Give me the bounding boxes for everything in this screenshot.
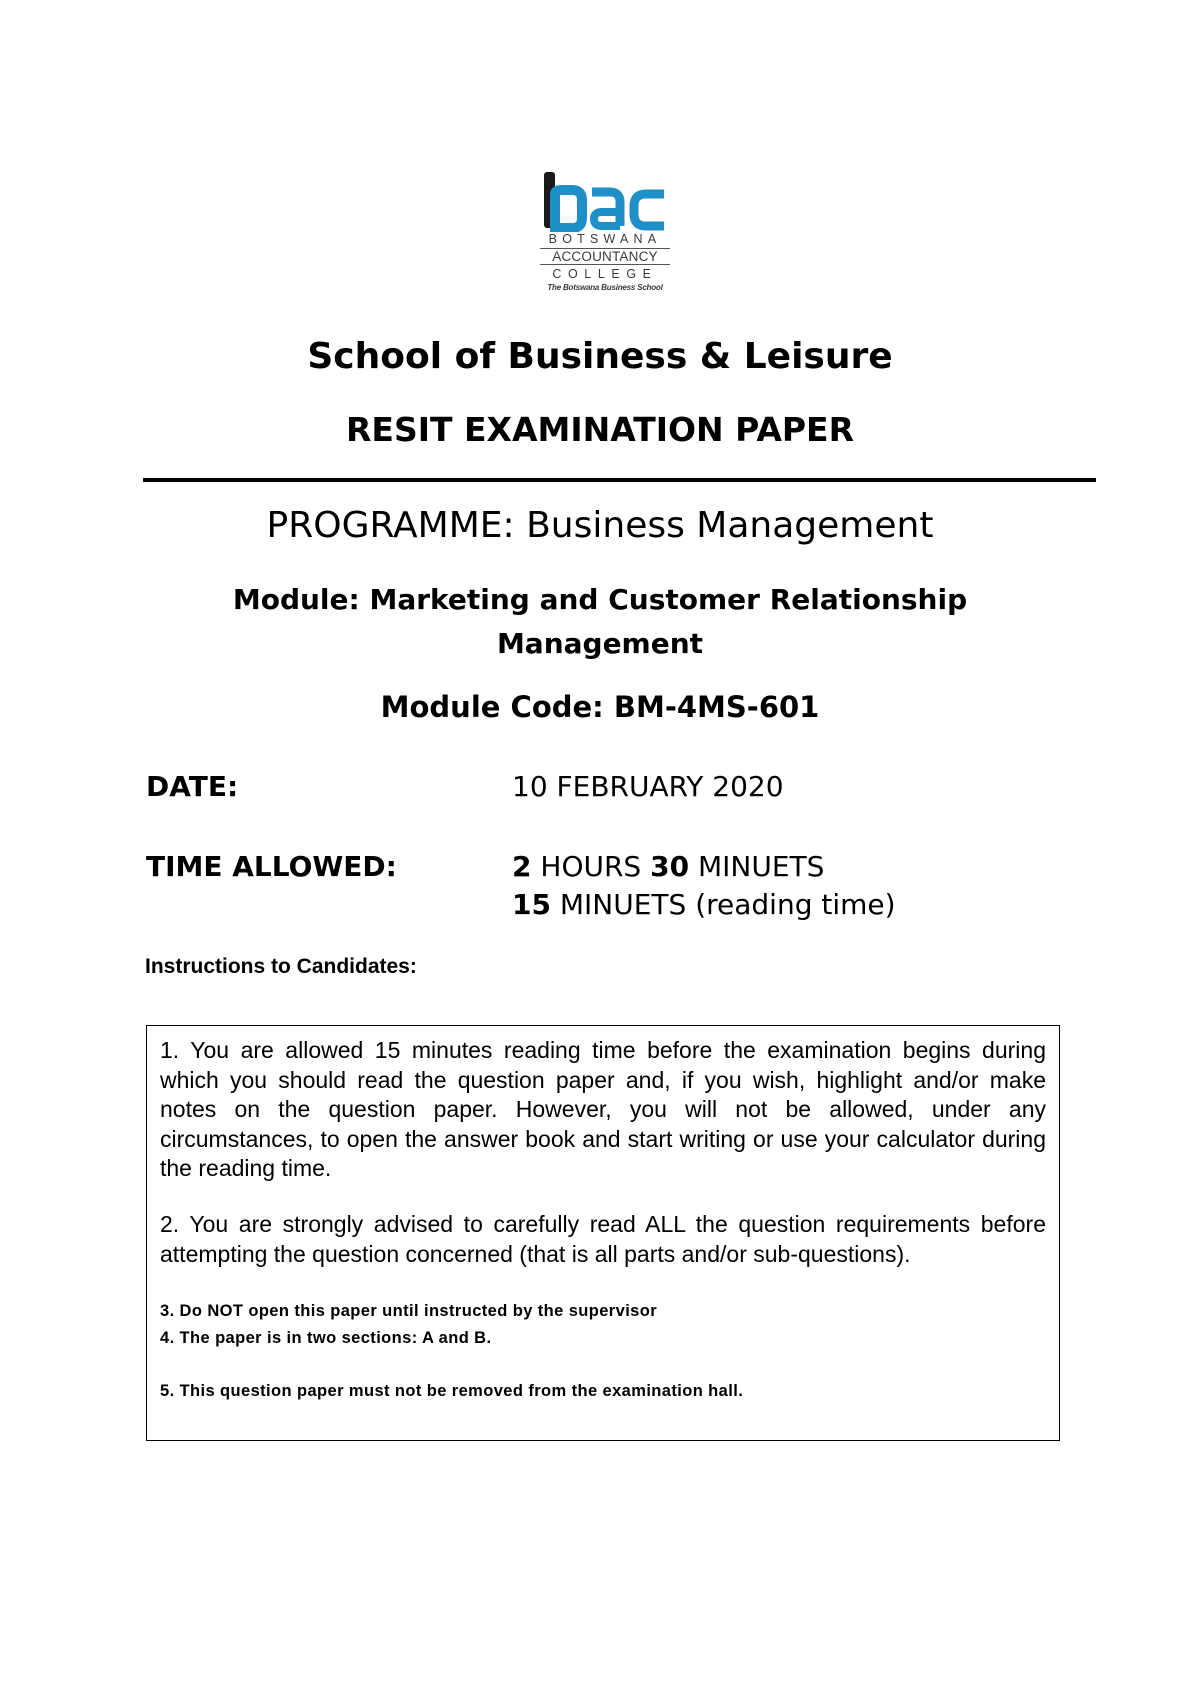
time-minutes-unit: MINUETS [689, 850, 825, 883]
logo-line-accountancy: ACCOUNTANCY [540, 248, 670, 265]
instruction-item: 5. This question paper must not be removed from the examination hall. [160, 1382, 744, 1400]
instruction-item: 3. Do NOT open this paper until instructed by the supervisor [160, 1302, 658, 1320]
instruction-item: 4. The paper is in two sections: A and B. [160, 1329, 492, 1347]
logo-line-college: COLLEGE [552, 267, 658, 281]
reading-unit: MINUETS (reading time) [550, 888, 896, 921]
time-minutes: 30 [650, 850, 690, 883]
reading-minutes: 15 [512, 888, 551, 921]
header-divider [143, 478, 1096, 482]
date-value: 10 FEBRUARY 2020 [512, 770, 784, 803]
time-hours: 2 [512, 850, 532, 883]
time-allowed-label: TIME ALLOWED: [146, 850, 397, 883]
programme-title: PROGRAMME: Business Management [266, 505, 934, 546]
module-title [140, 578, 1060, 666]
module-title-line2: Management [496, 627, 704, 660]
school-title: School of Business & Leisure [307, 336, 893, 377]
college-logo [540, 170, 670, 295]
time-allowed-value [512, 850, 824, 883]
module-code: Module Code: BM-4MS-601 [380, 690, 820, 724]
time-hours-unit: HOURS [531, 850, 651, 883]
logo-line-botswana: BOTSWANA [548, 232, 662, 246]
instructions-title: Instructions to Candidates: [145, 955, 417, 978]
bac-logo-icon [540, 170, 670, 232]
instruction-item: 1. You are allowed 15 minutes reading time before the examination begins during which you should read the question paper and, if you wish, highlight and/or make notes on the question paper. However, you will not be allowed, under any circumstances, to open the answer book and start writing or use your calculator during the reading time. [160, 1037, 1046, 1181]
logo-tagline: The Botswana Business School [547, 283, 663, 292]
reading-time-value [512, 888, 896, 921]
module-title-line1: Module: Marketing and Customer Relationship [232, 583, 968, 616]
instruction-item: 2. You are strongly advised to carefully read ALL the question requirements before attempting the question concerned (that is all parts and/or sub-questions). [160, 1211, 1046, 1267]
paper-type: RESIT EXAMINATION PAPER [345, 410, 855, 449]
date-label: DATE: [146, 770, 239, 803]
